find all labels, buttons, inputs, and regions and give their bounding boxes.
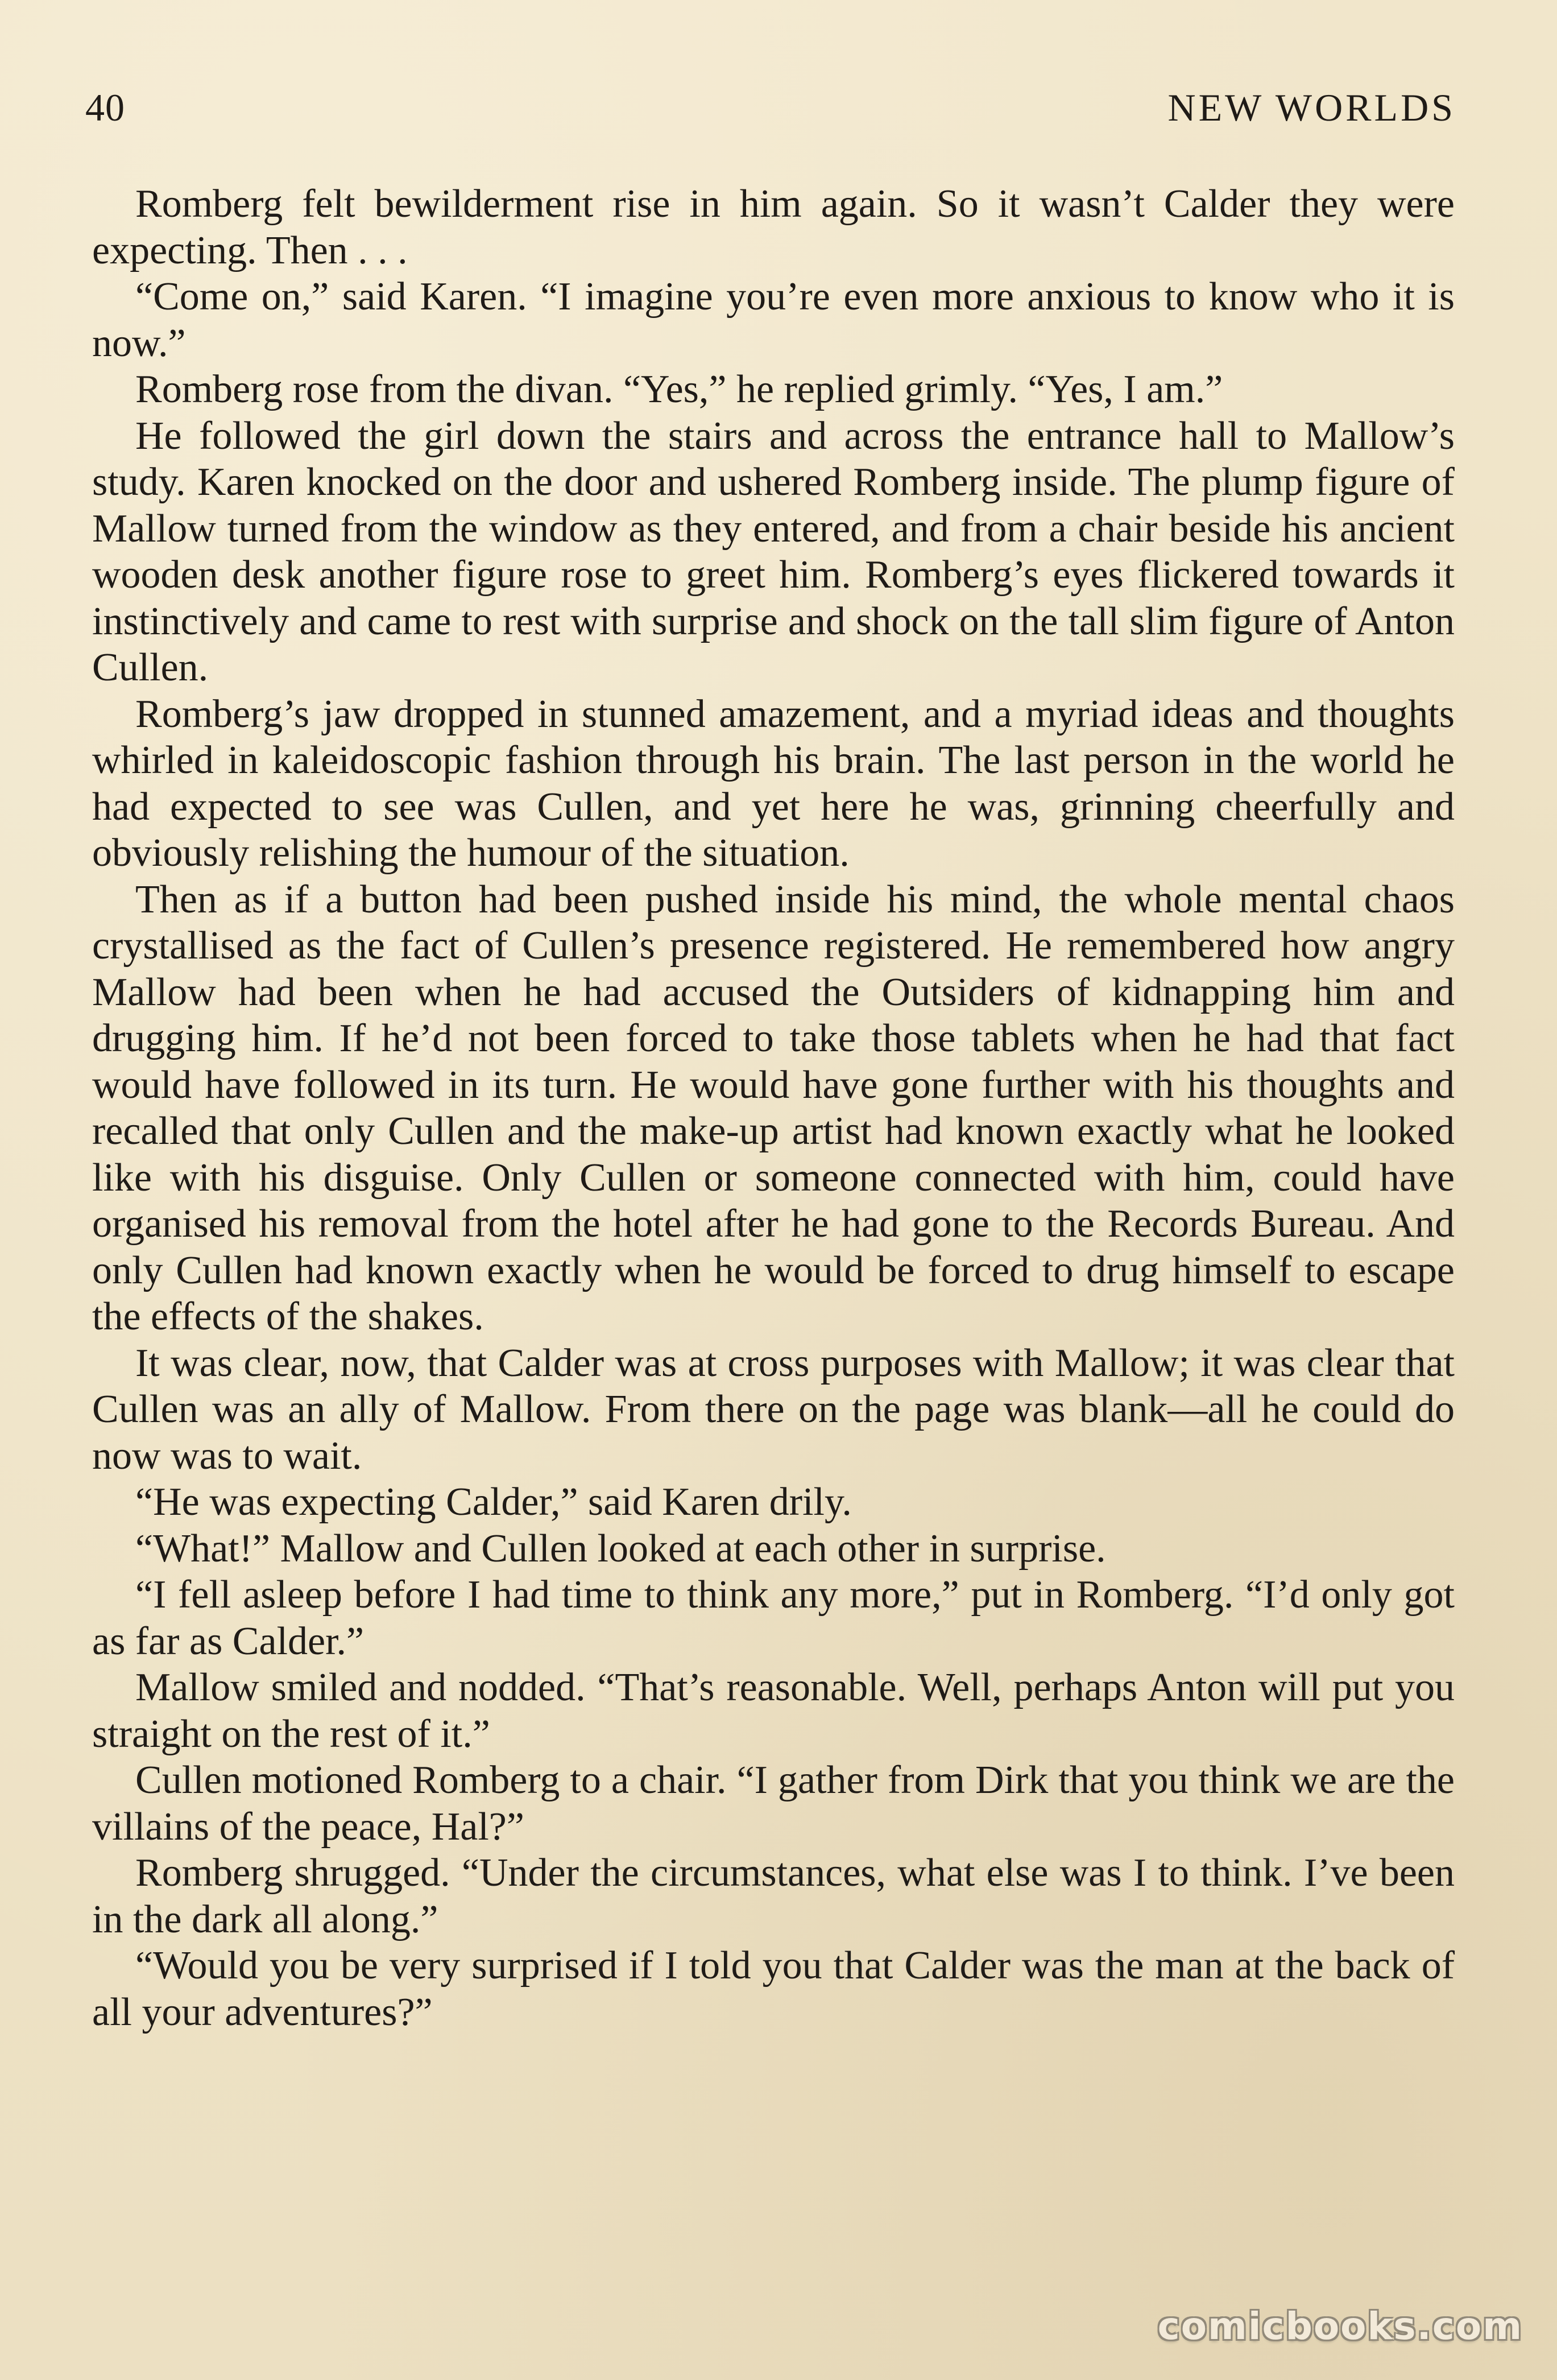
paragraph: Cullen motioned Romberg to a chair. “I gather from Dirk that you think we are the villains of the peace, Hal?” [92, 1758, 1455, 1849]
paragraph: Mallow smiled and nodded. “That’s reasonable. Well, perhaps Anton will put you straight on the rest of it.” [92, 1666, 1455, 1756]
paragraph: Romberg shrugged. “Under the circumstances, what else was I to think. I’ve been in the dark all along.” [92, 1851, 1455, 1941]
page-header [85, 85, 1456, 148]
paragraph: “What!” Mallow and Cullen looked at each other in surprise. [135, 1526, 1106, 1571]
paragraph: It was clear, now, that Calder was at cross purposes with Mallow; it was clear that Cullen was an ally of Mallow. From there on the page was blank—all he could do now was to wait. [92, 1341, 1455, 1478]
paragraph: “He was expecting Calder,” said Karen drily. [135, 1480, 852, 1524]
paragraph: He followed the girl down the stairs and across the entrance hall to Mallow’s study. Karen knocked on the door and ushered Romberg inside. The plump figure of Mallow turned from the window as they entered, and from a chair beside his ancient wooden desk another figure rose to greet him. Romberg’s eyes flickered towards it instinctively and came to rest with surprise and shock on the tall slim figure of Anton Cullen. [92, 414, 1455, 689]
paragraph: Romberg felt bewilderment rise in him again. So it wasn’t Calder they were expecting. Then . . . [92, 182, 1455, 272]
watermark: comicbooks.com [1157, 2304, 1523, 2348]
paragraph: Romberg’s jaw dropped in stunned amazement, and a myriad ideas and thoughts whirled in kaleidoscopic fashion through his brain. The last person in the world he had expected to see was Cullen, and yet here he was, grinning cheerfully and obviously relishing the humour of the situation. [92, 692, 1455, 875]
paragraph: “Would you be very surprised if I told you that Calder was the man at the back of all your adventures?” [92, 1944, 1455, 2034]
paragraph: Then as if a button had been pushed inside his mind, the whole mental chaos crystallised as the fact of Cullen’s presence registered. He remembered how angry Mallow had been when he had accused the Outsiders of kidnapping him and drugging him. If he’d not been forced to take those tablets when he had that fact would have followed in its turn. He would have gone further with his thoughts and recalled that only Cullen and the make-up artist had known exactly what he looked like with his disguise. Only Cullen or someone connected with him, could have organised his removal from the hotel after he had gone to the Records Bureau. And only Cullen had known exactly when he would be forced to drug himself to escape the effects of the shakes. [92, 877, 1455, 1338]
paragraph: Romberg rose from the divan. “Yes,” he replied grimly. “Yes, I am.” [135, 367, 1223, 411]
body-text [92, 181, 1455, 2035]
paragraph: “Come on,” said Karen. “I imagine you’re even more anxious to know who it is now.” [92, 275, 1455, 365]
page-number: 40 [85, 86, 125, 129]
paragraph: “I fell asleep before I had time to think any more,” put in Romberg. “I’d only got as far as Calder.” [92, 1573, 1455, 1663]
running-head: NEW WORLDS [1167, 86, 1456, 129]
